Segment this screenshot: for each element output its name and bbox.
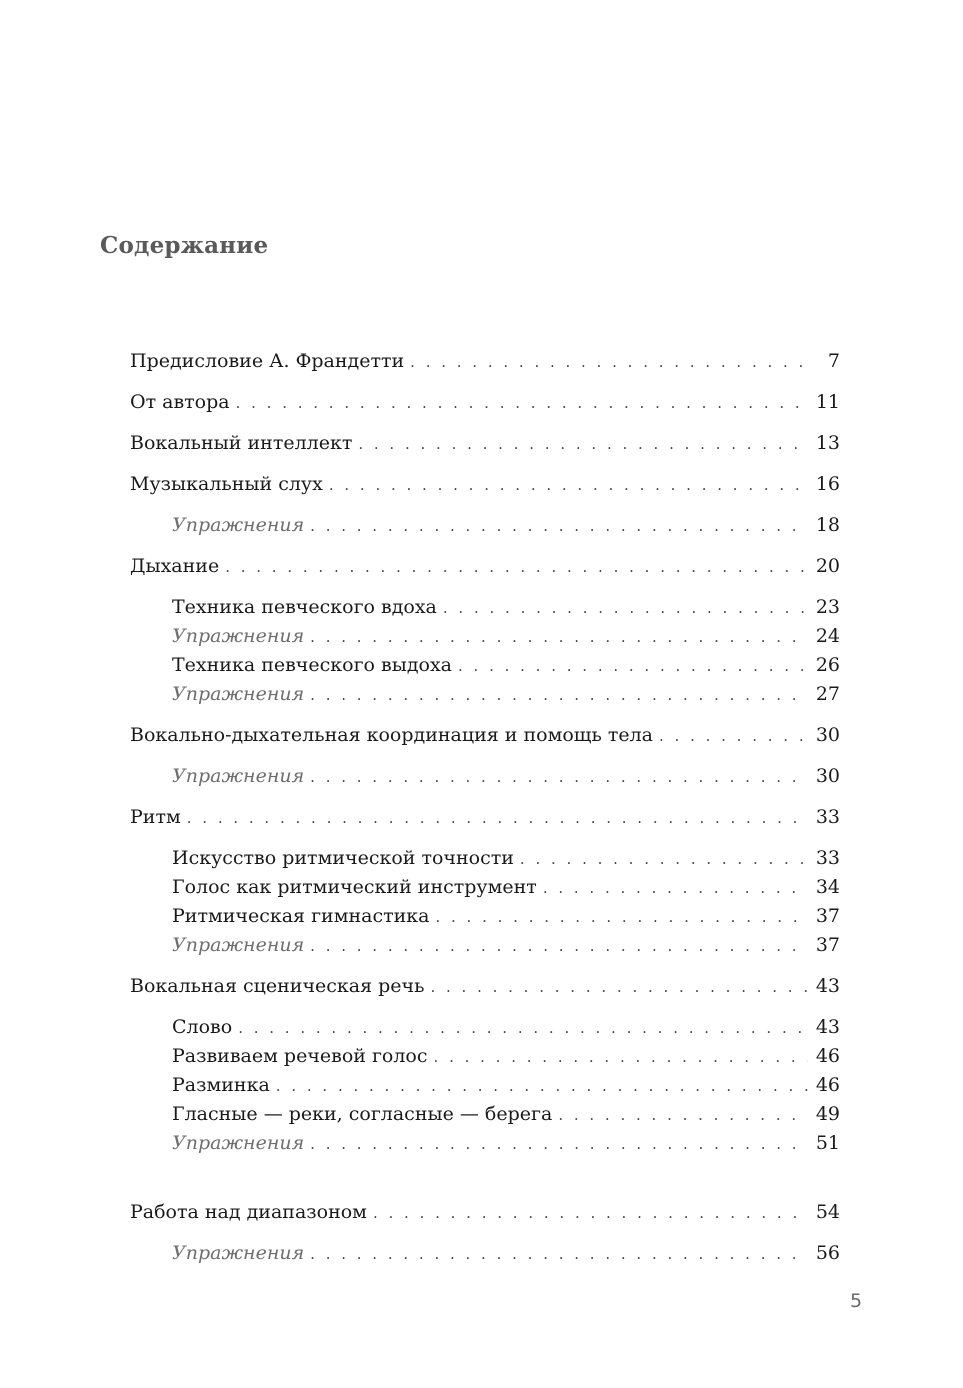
toc-entry-title: Искусство ритмической точности <box>172 847 514 869</box>
toc-exercise-entry[interactable] <box>130 934 840 963</box>
toc-exercise-entry[interactable] <box>130 683 840 712</box>
toc-entry-page: 46 <box>815 1074 840 1096</box>
toc-section-entry[interactable] <box>130 1016 840 1045</box>
dot-leader <box>310 517 808 535</box>
toc-entry-page: 30 <box>815 724 840 746</box>
toc-entry-page: 7 <box>827 350 840 372</box>
toc-entry-page: 34 <box>815 876 840 898</box>
dot-leader <box>310 628 808 646</box>
toc-entry-title: Вокально-дыхательная координация и помощь тела <box>130 724 653 746</box>
toc-section-entry[interactable] <box>130 1045 840 1074</box>
toc-section-entry[interactable] <box>130 1103 840 1132</box>
toc-entry-page: 20 <box>815 555 840 577</box>
toc-entry-title: Упражнения <box>172 514 305 536</box>
toc-entry-page: 16 <box>815 473 840 495</box>
toc-entry-page: 49 <box>815 1103 840 1125</box>
toc-section-entry[interactable] <box>130 847 840 876</box>
toc-exercise-entry[interactable] <box>130 1132 840 1161</box>
toc-entry-title: Вокальная сценическая речь <box>130 975 425 997</box>
toc-entry-page: 43 <box>815 975 840 997</box>
toc-chapter-entry[interactable] <box>130 432 840 473</box>
toc-entry-title: Упражнения <box>172 1242 305 1264</box>
toc-entry-title: Упражнения <box>172 765 305 787</box>
dot-leader <box>236 394 808 412</box>
toc-entry-page: 26 <box>815 654 840 676</box>
toc-entry-title: От автора <box>130 391 230 413</box>
toc-entry-page: 46 <box>815 1045 840 1067</box>
toc-entry-title: Голос как ритмический инструмент <box>172 876 537 898</box>
toc-entry-title: Упражнения <box>172 683 305 705</box>
dot-leader <box>310 768 808 786</box>
toc-exercise-entry[interactable] <box>130 514 840 543</box>
dot-leader <box>520 850 808 868</box>
toc-entry-title: Гласные — реки, согласные — берега <box>172 1103 553 1125</box>
toc-chapter-entry[interactable] <box>130 391 840 432</box>
dot-leader <box>430 978 807 996</box>
toc-entry-title: Предисловие А. Франдетти <box>130 350 405 372</box>
dot-leader <box>310 1135 808 1153</box>
toc-entry-title: Упражнения <box>172 934 305 956</box>
dot-leader <box>435 908 807 926</box>
dot-leader <box>373 1204 808 1222</box>
dot-leader <box>358 435 807 453</box>
toc-section-entry[interactable] <box>130 654 840 683</box>
toc-entry-page: 37 <box>815 905 840 927</box>
dot-leader <box>329 476 808 494</box>
toc-entry-page: 23 <box>815 596 840 618</box>
toc-chapter-entry[interactable] <box>130 1201 840 1242</box>
toc-entry-page: 56 <box>815 1242 840 1264</box>
toc-entry-page: 51 <box>815 1132 840 1154</box>
toc-entry-page: 54 <box>815 1201 840 1223</box>
dot-leader <box>659 727 808 745</box>
toc-exercise-entry[interactable] <box>130 625 840 654</box>
dot-leader <box>238 1019 808 1037</box>
toc-entry-title: Ритм <box>130 806 181 828</box>
toc-entry-title: Разминка <box>172 1074 270 1096</box>
toc-chapter-entry[interactable] <box>130 473 840 514</box>
toc-entry-title: Техника певческого выдоха <box>172 654 452 676</box>
toc-entry-page: 30 <box>815 765 840 787</box>
dot-leader <box>410 353 808 371</box>
toc-entry-title: Развиваем речевой голос <box>172 1045 428 1067</box>
page-title: Содержание <box>100 232 269 259</box>
dot-leader <box>310 937 808 955</box>
toc-entry-title: Техника певческого вдоха <box>172 596 437 618</box>
dot-leader <box>276 1077 808 1095</box>
toc-exercise-entry[interactable] <box>130 1242 840 1271</box>
toc-entry-title: Слово <box>172 1016 233 1038</box>
toc-entry-page: 11 <box>815 391 840 413</box>
toc-entry-page: 27 <box>815 683 840 705</box>
toc-entry-page: 13 <box>815 432 840 454</box>
toc-chapter-entry[interactable] <box>130 724 840 765</box>
toc-entry-page: 33 <box>815 806 840 828</box>
dot-leader <box>225 558 808 576</box>
page-number: 5 <box>850 1290 863 1312</box>
toc-exercise-entry[interactable] <box>130 765 840 794</box>
dot-leader <box>458 657 808 675</box>
toc-section-entry[interactable] <box>130 905 840 934</box>
dot-leader <box>558 1106 808 1124</box>
toc-section-entry[interactable] <box>130 876 840 905</box>
toc-entry-title: Работа над диапазоном <box>130 1201 367 1223</box>
toc-section-entry[interactable] <box>130 1074 840 1103</box>
toc-entry-page: 37 <box>815 934 840 956</box>
toc-entry-page: 33 <box>815 847 840 869</box>
toc-entry-title: Музыкальный слух <box>130 473 323 495</box>
toc-entry-title: Упражнения <box>172 625 305 647</box>
dot-leader <box>543 879 808 897</box>
dot-leader <box>443 599 808 617</box>
toc-entry-title: Дыхание <box>130 555 220 577</box>
toc-chapter-entry[interactable] <box>130 555 840 596</box>
toc-chapter-entry[interactable] <box>130 975 840 1016</box>
toc-entry-title: Упражнения <box>172 1132 305 1154</box>
table-of-contents <box>130 350 840 1271</box>
toc-entry-page: 18 <box>815 514 840 536</box>
dot-leader <box>310 686 808 704</box>
toc-section-entry[interactable] <box>130 596 840 625</box>
toc-entry-page: 43 <box>815 1016 840 1038</box>
toc-chapter-entry[interactable] <box>130 350 840 391</box>
dot-leader <box>310 1245 808 1263</box>
toc-entry-page: 24 <box>815 625 840 647</box>
toc-entry-title: Ритмическая гимнастика <box>172 905 430 927</box>
dot-leader <box>434 1048 808 1066</box>
toc-chapter-entry[interactable] <box>130 806 840 847</box>
toc-entry-title: Вокальный интеллект <box>130 432 353 454</box>
dot-leader <box>187 809 808 827</box>
